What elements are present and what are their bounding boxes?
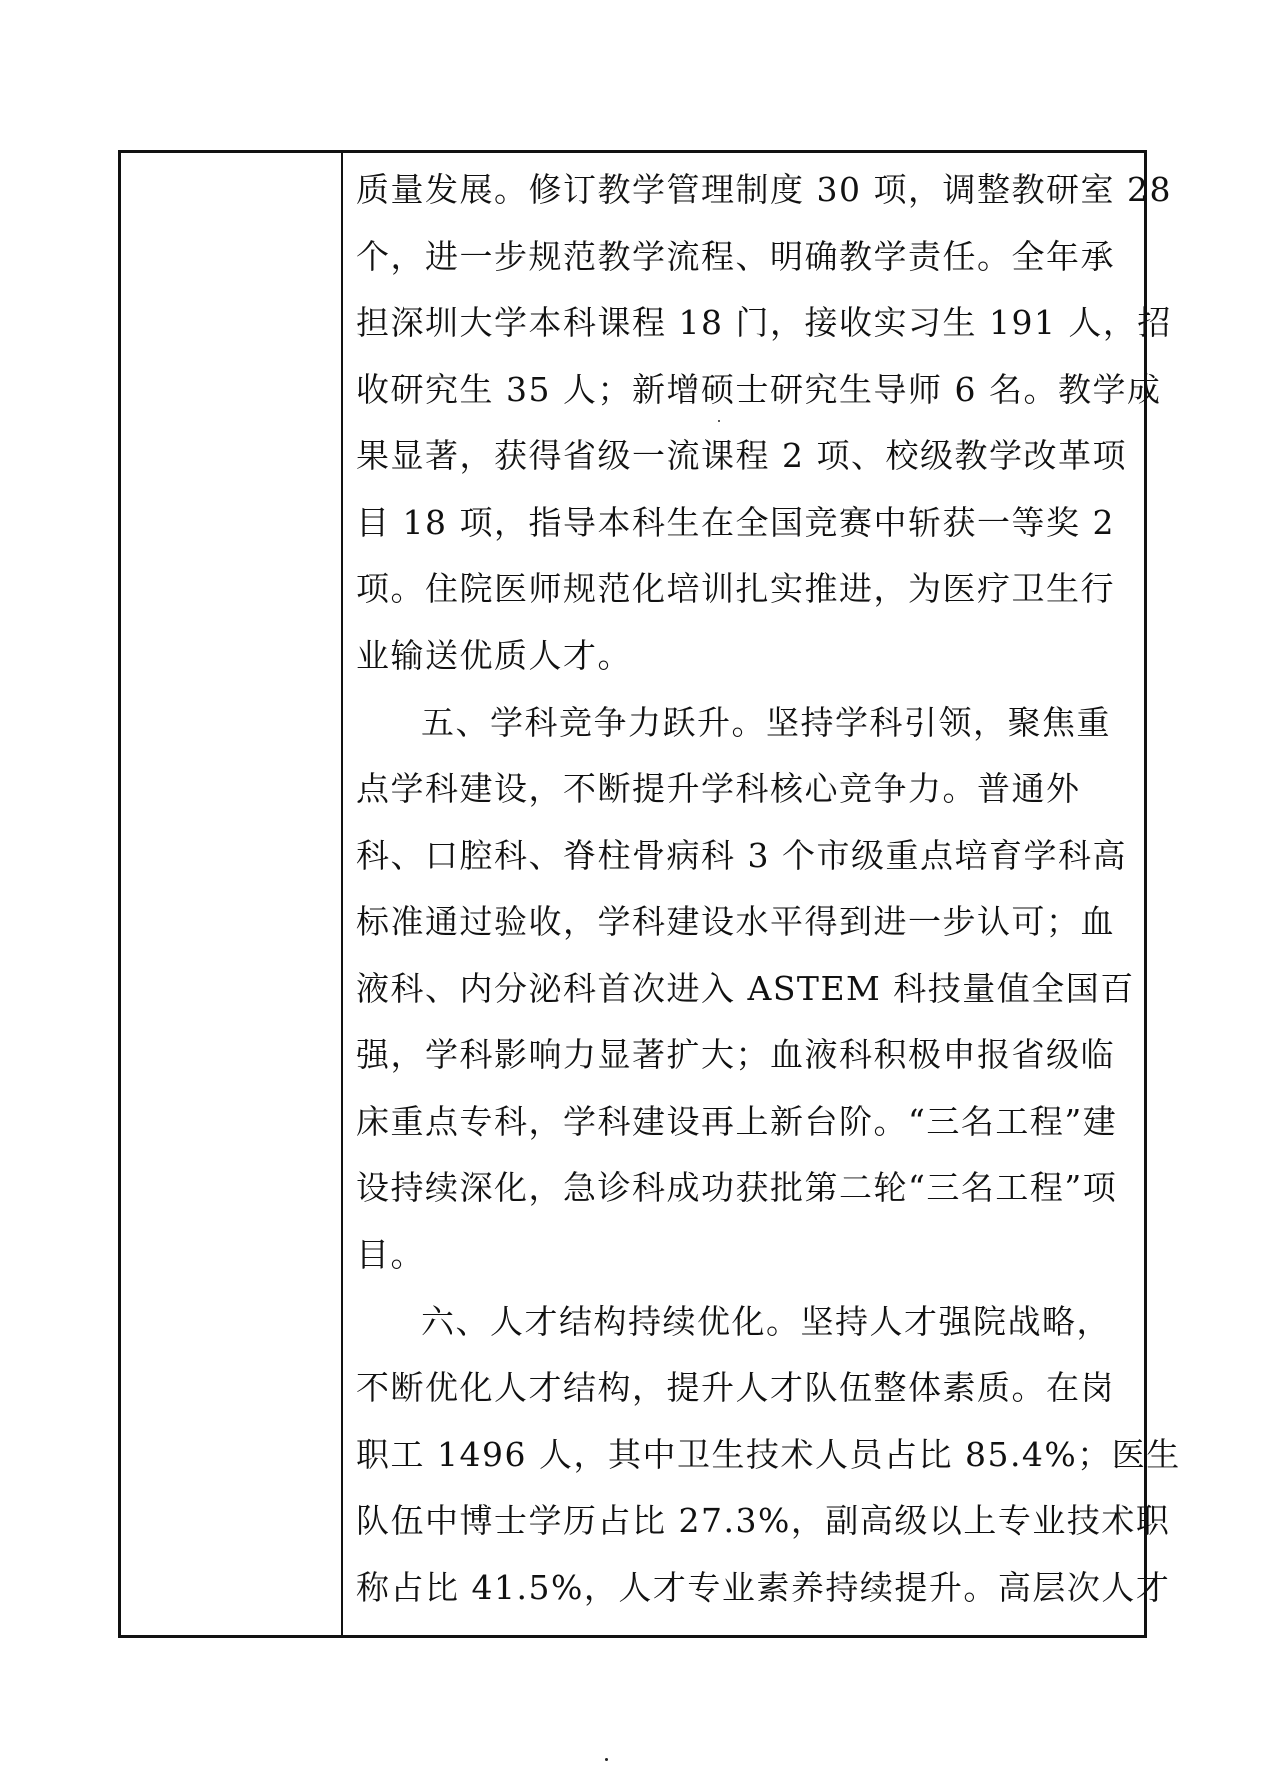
scan-speck xyxy=(605,1758,608,1761)
scan-speck xyxy=(718,420,720,422)
text-line: 称占比 41.5%，人才专业素养持续提升。高层次人才 xyxy=(356,1568,1171,1607)
text-line: 果显著，获得省级一流课程 2 项、校级教学改革项 xyxy=(356,436,1127,475)
text-line: 点学科建设，不断提升学科核心竞争力。普通外 xyxy=(356,769,1081,808)
text-line: 业输送优质人才。 xyxy=(356,636,632,675)
text-line: 强，学科影响力显著扩大；血液科积极申报省级临 xyxy=(356,1035,1115,1074)
text-line: 担深圳大学本科课程 18 门，接收实习生 191 人，招 xyxy=(356,303,1172,342)
text-line: 个，进一步规范教学流程、明确教学责任。全年承 xyxy=(356,237,1115,276)
text-line: 项。住院医师规范化培训扎实推进，为医疗卫生行 xyxy=(356,569,1115,608)
text-line: 目。 xyxy=(356,1235,425,1274)
text-line: 液科、内分泌科首次进入 ASTEM 科技量值全国百 xyxy=(356,969,1135,1008)
text-line: 目 18 项，指导本科生在全国竞赛中斩获一等奖 2 xyxy=(356,503,1115,542)
text-line: 科、口腔科、脊柱骨病科 3 个市级重点培育学科高 xyxy=(356,836,1127,875)
text-line: 标准通过验收，学科建设水平得到进一步认可；血 xyxy=(356,902,1115,941)
text-line: 床重点专科，学科建设再上新台阶。“三名工程”建 xyxy=(356,1102,1118,1141)
text-line: 队伍中博士学历占比 27.3%，副高级以上专业技术职 xyxy=(356,1501,1171,1540)
text-line: 收研究生 35 人；新增硕士研究生导师 6 名。教学成 xyxy=(356,370,1162,409)
table-left-cell xyxy=(121,153,343,1635)
content-table xyxy=(118,150,1181,1638)
text-line: 质量发展。修订教学管理制度 30 项，调整教研室 28 xyxy=(356,170,1172,209)
table-right-cell xyxy=(343,153,1181,1635)
text-line: 设持续深化，急诊科成功获批第二轮“三名工程”项 xyxy=(356,1168,1118,1207)
text-line: 不断优化人才结构，提升人才队伍整体素质。在岗 xyxy=(356,1368,1115,1407)
section-heading-line: 六、人才结构持续优化。坚持人才强院战略， xyxy=(421,1302,1111,1341)
text-line: 职工 1496 人，其中卫生技术人员占比 85.4%；医生 xyxy=(356,1435,1181,1474)
section-heading-line: 五、学科竞争力跃升。坚持学科引领，聚焦重 xyxy=(421,703,1111,742)
